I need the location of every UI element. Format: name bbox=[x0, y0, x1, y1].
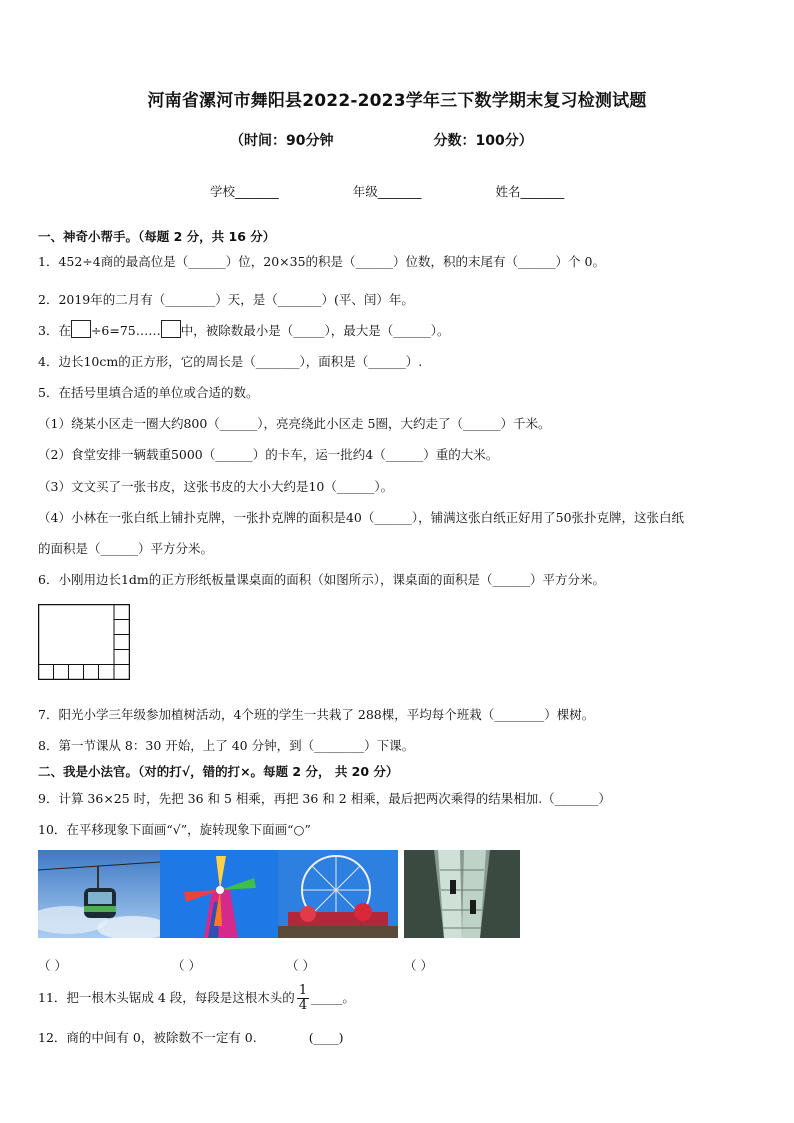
escalator-image bbox=[404, 850, 520, 938]
time-limit: （时间：90分钟 bbox=[230, 133, 334, 149]
question-5-3: （3）文文买了一张书皮，这张书皮的大小大约是10（______）。 bbox=[38, 479, 394, 494]
ferris-wheel-image bbox=[278, 850, 398, 938]
name-field[interactable]: 姓名_______ bbox=[495, 184, 565, 199]
fraction: $\frac{1}{4}$ bbox=[298, 983, 308, 1013]
question-5-4: （4）小林在一张白纸上铺扑克牌，一张扑克牌的面积是40（______），铺满这张白纸正好用了50张扑克牌，这张白纸 bbox=[38, 510, 685, 525]
motion-pictures bbox=[38, 850, 520, 938]
question-11: 11．把一根木头锯成 4 段，每段是这根木头的 $\frac{1}{4}$ _____。 bbox=[38, 983, 355, 1013]
question-5-2: （2）食堂安排一辆载重5000（______）的卡车，运一批约4（______）重的大米。 bbox=[38, 447, 499, 462]
question-5-1: （1）绕某小区走一圈大约800（______），亮亮绕此小区走 5圈，大约走了（______）千米。 bbox=[38, 416, 551, 431]
student-fields bbox=[210, 182, 564, 200]
school-field[interactable]: 学校_______ bbox=[210, 184, 279, 199]
question-2: 2．2019年的二月有（________）天，是（_______）(平、闰）年。 bbox=[38, 292, 414, 307]
question-9: 9．计算 36×25 时，先把 36 和 5 相乘，再把 36 和 2 相乘，最后把两次乘得的结果相加.（_______） bbox=[38, 791, 611, 806]
answer-paren-3[interactable]: （ ） bbox=[286, 958, 315, 973]
question-4: 4．边长10cm的正方形，它的周长是（_______），面积是（______）. bbox=[38, 354, 423, 369]
question-7: 7．阳光小学三年级参加植树活动，4个班的学生一共栽了 288棵，平均每个班栽（________）棵树。 bbox=[38, 707, 595, 722]
section-heading-2: 二、我是小法官。（对的打√，错的打×。每题 2 分， 共 20 分） bbox=[38, 764, 399, 779]
question-6: 6．小刚用边长1dm的正方形纸板量课桌面的面积（如图所示），课桌面的面积是（______）平方分米。 bbox=[38, 572, 606, 587]
cable-car-image bbox=[38, 850, 160, 938]
page-title: 河南省漯河市舞阳县2022-2023学年三下数学期末复习检测试题 bbox=[147, 91, 647, 111]
total-score: 分数：100分） bbox=[433, 133, 533, 149]
section-heading-1: 一、神奇小帮手。（每题 2 分，共 16 分） bbox=[38, 229, 276, 244]
answer-paren-4[interactable]: （ ） bbox=[404, 958, 433, 973]
windmill-image bbox=[160, 850, 278, 938]
answer-paren-1[interactable]: （ ） bbox=[38, 958, 67, 973]
dividend-box[interactable] bbox=[71, 320, 91, 338]
question-5: 5．在括号里填合适的单位或合适的数。 bbox=[38, 385, 259, 400]
answer-paren-2[interactable]: （ ） bbox=[172, 958, 201, 973]
question-8: 8．第一节课从 8：30 开始，上了 40 分钟，到（________）下课。 bbox=[38, 738, 415, 753]
question-1: 1．452÷4商的最高位是（______）位，20×35的积是（______）位数，积的末尾有（______）个 0。 bbox=[38, 254, 605, 269]
question-10: 10．在平移现象下面画“√”，旋转现象下面画“○” bbox=[38, 822, 311, 837]
question-3: 3．在 ÷6=75…… 中，被除数最小是（_____），最大是（______）。 bbox=[38, 320, 450, 339]
exam-info bbox=[230, 130, 533, 150]
answer-blank[interactable]: (____) bbox=[308, 1030, 344, 1045]
question-12: 12．商的中间有 0，被除数不一定有 0. (____) bbox=[38, 1030, 344, 1045]
remainder-box[interactable] bbox=[161, 320, 181, 338]
question-5-4-cont: 的面积是（______）平方分米。 bbox=[38, 541, 214, 556]
desk-grid-figure bbox=[38, 604, 130, 680]
grade-field[interactable]: 年级_______ bbox=[352, 184, 422, 199]
